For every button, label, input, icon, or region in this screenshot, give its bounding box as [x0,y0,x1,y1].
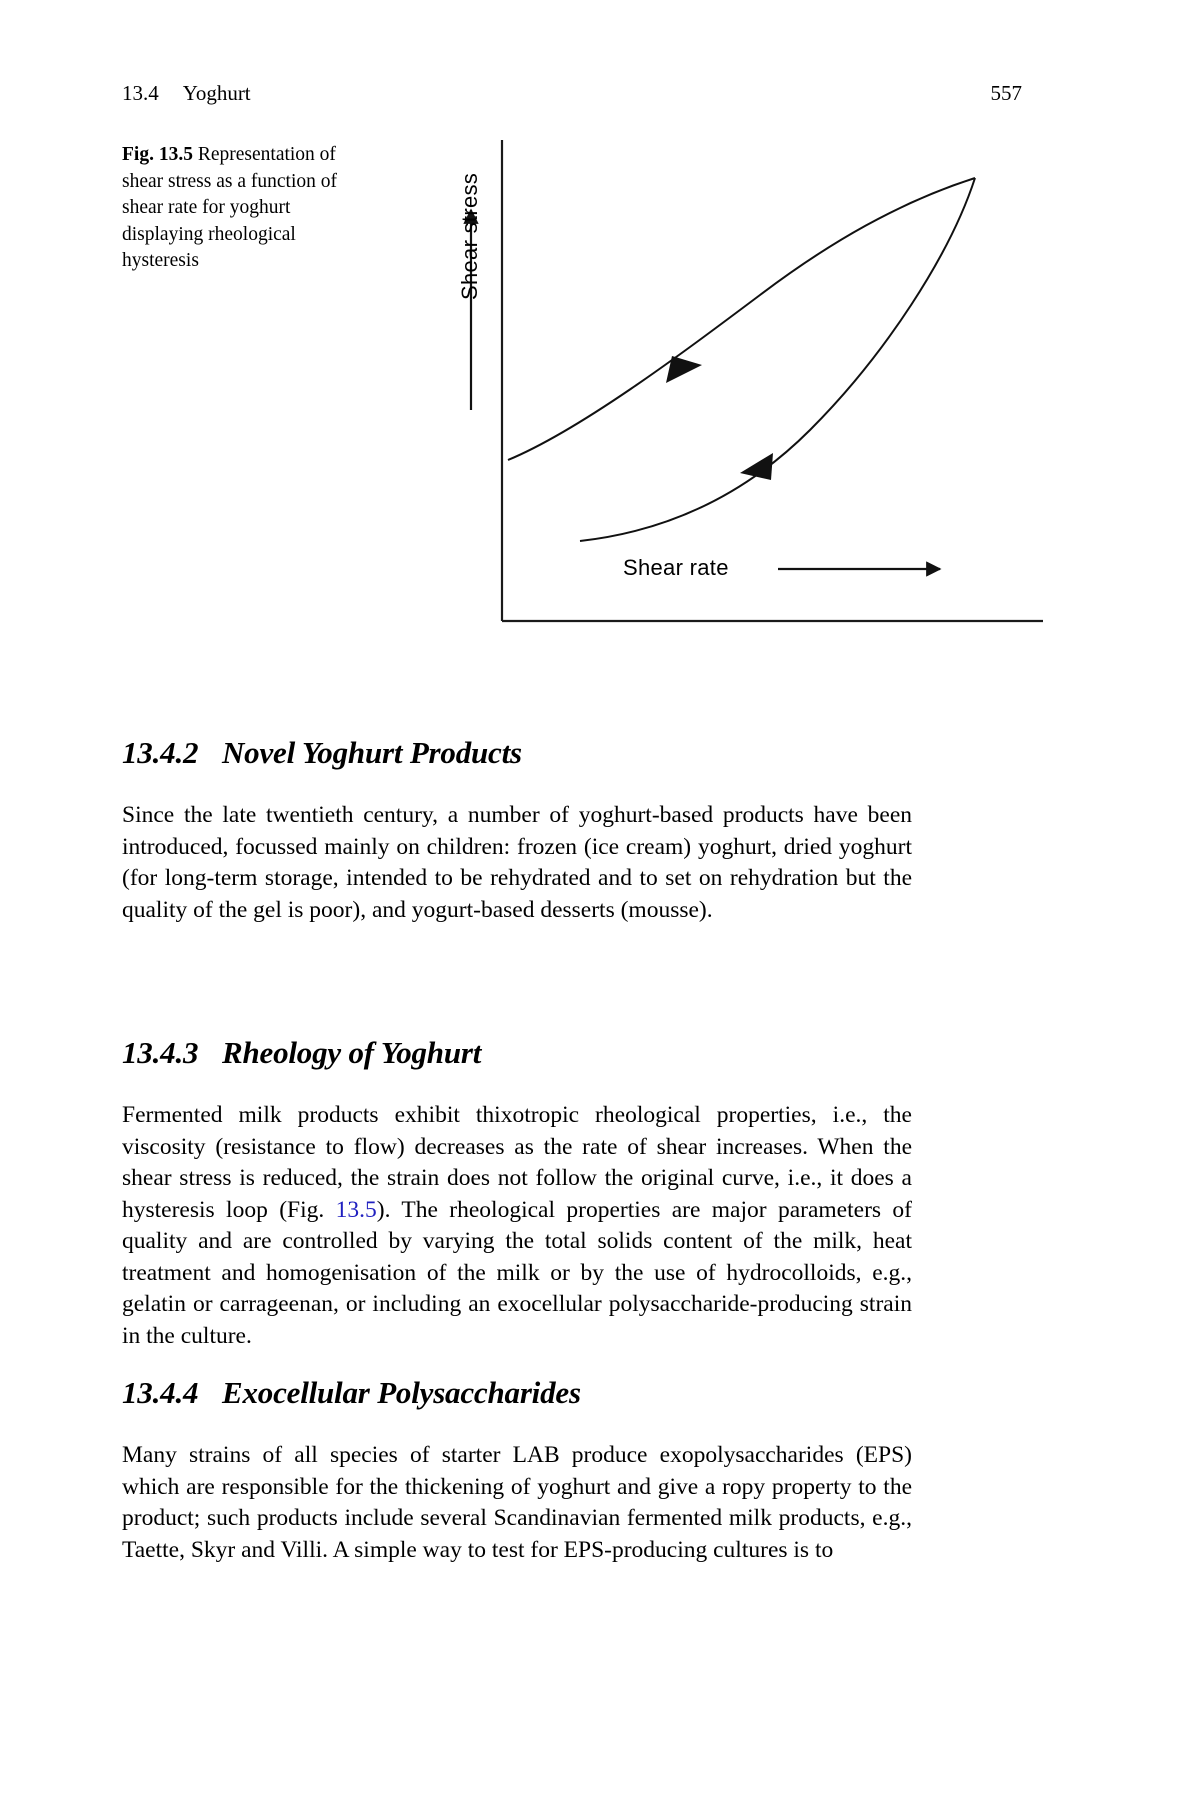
figure-caption-text: Representation of shear stress as a function of shear rate for yoghurt displaying rheological hysteresis [122,144,337,271]
paragraph-13-4-2: Since the late twentieth century, a number of yoghurt-based products have been introduced, focussed mainly on children: frozen (ice cream) yoghurt, dried yoghurt (for long-term storage, intended to be rehydrated and to set on rehydration but the quality of the gel is poor), and yogurt-based desserts (mousse). [122,802,912,923]
paragraph-13-4-3-part1: Fermented milk products exhibit thixotropic rheological properties, i.e., the viscosity (resistance to flow) decreases as the rate of shear increases. When the shear stress is reduced, the strain does not follow the original curve, i.e., it does a hysteresis loop (Fig. [122,1102,912,1223]
heading-13-4-3-number: 13.4.3 [122,1035,199,1070]
figure-13-5 [0,130,1187,690]
hysteresis-loop-plot [430,130,1130,690]
figure-cross-reference-link[interactable]: 13.5 [335,1196,377,1223]
heading-13-4-3-title: Rheology of Yoghurt [222,1035,482,1070]
heading-13-4-4-number: 13.4.4 [122,1375,199,1410]
heading-13-4-4-title: Exocellular Polysaccharides [222,1375,581,1410]
heading-13-4-2 [122,735,522,771]
running-head [122,78,1022,108]
running-head-section-title: Yoghurt [182,81,251,105]
up-curve-arrowhead [666,356,702,383]
x-axis-label: Shear rate [623,555,729,580]
heading-13-4-2-number: 13.4.2 [122,735,199,770]
up-curve-path [508,178,975,460]
down-curve-arrowhead [740,453,773,480]
figure-graph-area [430,130,1130,690]
heading-13-4-2-title: Novel Yoghurt Products [222,735,522,770]
paragraph-13-4-4: Many strains of all species of starter LAB produce exopolysaccharides (EPS) which are responsible for the thickening of yoghurt and give a ropy property to the product; such products include several Scandinavian fermented milk products, e.g., Taette, Skyr and Villi. A simple way to test for EPS-producing cultures is to [122,1442,912,1563]
paragraph-13-4-3 [122,1100,912,1352]
page-number: 557 [990,81,1022,105]
down-curve-path [580,178,975,541]
figure-caption-label: Fig. 13.5 [122,144,193,165]
y-axis-label: Shear stress [457,172,482,300]
paragraph-13-4-3-part2: ). The rheological properties are major parameters of quality and are controlled by varying the total solids content of the milk, heat treatment and homogenisation of the milk or by the use of hydrocolloids, e.g., gelatin or carrageenan, or including an exocellular polysaccharide-producing strain in the culture. [122,1196,912,1349]
figure-caption [122,142,372,275]
heading-13-4-3 [122,1035,481,1071]
heading-13-4-4 [122,1375,581,1411]
running-head-section-number: 13.4 [122,81,159,105]
